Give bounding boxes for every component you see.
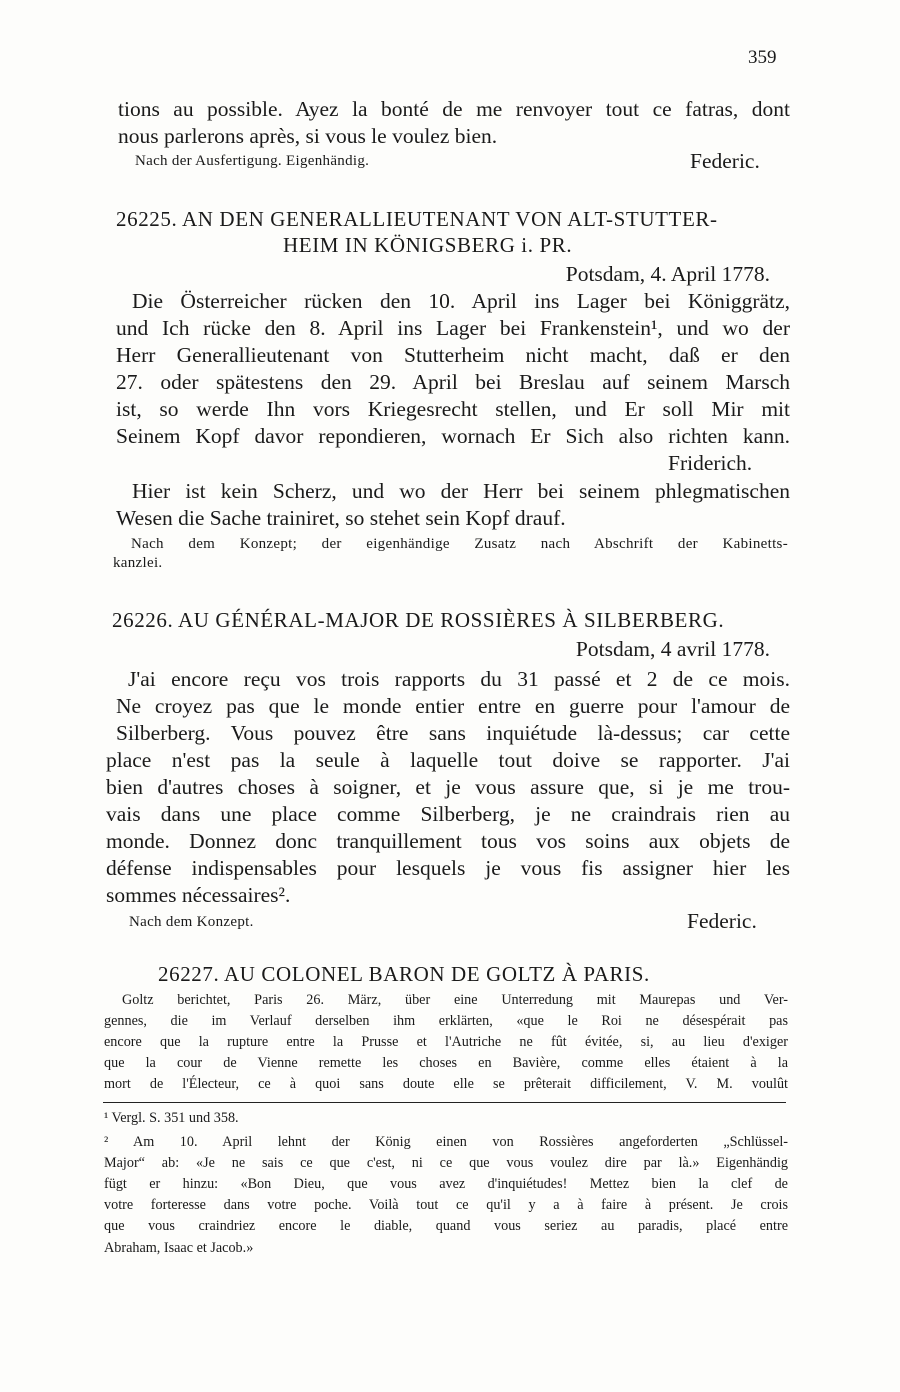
source-note: Nach der Ausfertigung. Eigenhändig.	[135, 153, 370, 169]
summary-line: que la cour de Vienne remette les choses en Bavière, comme elles étaient à la	[104, 1055, 788, 1071]
page-number: 359	[748, 47, 777, 68]
text-line: ist, so werde Ihn vors Kriegesrecht stellen, und Er soll Mir mit	[116, 397, 790, 421]
letter-heading: 26225. AN DEN GENERALLIEUTENANT VON ALT-STUTTER-	[116, 207, 718, 231]
text-line: Silberberg. Vous pouvez être sans inquiétude là-dessus; car cette	[116, 721, 790, 745]
text-line: Herr Generallieutenant von Stutterheim nicht macht, daß er den	[116, 343, 790, 367]
text-line: und Ich rücke den 8. April ins Lager bei Frankenstein¹, und wo der	[116, 316, 790, 340]
footnote: que vous craindriez encore le diable, quand vous seriez au paradis, placé entre	[104, 1218, 788, 1234]
text-line: J'ai encore reçu vos trois rapports du 31 passé et 2 de ce mois.	[128, 667, 790, 691]
text-line: Seinem Kopf davor repondieren, wornach Er Sich also richten kann.	[116, 424, 790, 448]
text-line: monde. Donnez donc tranquillement tous vos soins aux objets de	[106, 829, 790, 853]
source-note: Nach dem Konzept.	[129, 914, 254, 930]
text-line: sommes nécessaires².	[106, 883, 291, 907]
text-line: défense indispensables pour lesquels je vous fis assigner hier les	[106, 856, 790, 880]
text-line: Wesen die Sache trainiret, so stehet sein Kopf drauf.	[116, 506, 566, 530]
text-line: tions au possible. Ayez la bonté de me renvoyer tout ce fatras, dont	[118, 97, 790, 121]
footnote-rule	[103, 1102, 786, 1103]
letter-heading: 26226. AU GÉNÉRAL-MAJOR DE ROSSIÈRES À SILBERBERG.	[112, 608, 725, 632]
text-line: 27. oder spätestens den 29. April bei Breslau auf seinem Marsch	[116, 370, 790, 394]
text-line: place n'est pas la seule à laquelle tout doive se rapporter. J'ai	[106, 748, 790, 772]
dateline: Potsdam, 4 avril 1778.	[575, 637, 770, 661]
text-line: vais dans une place comme Silberberg, je ne craindrais rien au	[106, 802, 790, 826]
dateline: Potsdam, 4. April 1778.	[565, 262, 770, 286]
letter-heading: HEIM IN KÖNIGSBERG i. PR.	[283, 233, 573, 257]
text-line: Die Österreicher rücken den 10. April ins Lager bei Königgrätz,	[132, 289, 790, 313]
text-line: bien d'autres choses à soigner, et je vous assure que, si je me trou-	[106, 775, 790, 799]
source-note: Nach dem Konzept; der eigenhändige Zusatz nach Abschrift der Kabinetts-	[131, 536, 788, 552]
letter-heading: 26227. AU COLONEL BARON DE GOLTZ À PARIS.	[158, 962, 650, 986]
text-line: Hier ist kein Scherz, und wo der Herr bei seinem phlegmatischen	[132, 479, 790, 503]
text-line: nous parlerons après, si vous le voulez bien.	[118, 124, 498, 148]
signature: Federic.	[687, 909, 757, 933]
summary-line: mort de l'Électeur, ce à quoi sans doute elle se prêterait difficilement, V. M. voulût	[104, 1076, 788, 1092]
source-note: kanzlei.	[113, 555, 163, 571]
footnote: votre forteresse dans votre poche. Voilà tout ce qu'il y a à faire à présent. Je crois	[104, 1197, 788, 1213]
summary-line: gennes, die im Verlauf derselben ihm erklärten, «que le Roi ne désespérait pas	[104, 1013, 788, 1029]
summary-line: encore que la rupture entre la Prusse et l'Autriche ne fût évitée, si, au lieu d'exiger	[104, 1034, 788, 1050]
signature: Friderich.	[668, 451, 753, 475]
signature: Federic.	[690, 149, 760, 173]
footnote: fügt er hinzu: «Bon Dieu, que vous avez d'inquiétudes! Mettez bien la clef de	[104, 1176, 788, 1192]
footnote: Abraham, Isaac et Jacob.»	[104, 1240, 254, 1256]
footnote: ¹ Vergl. S. 351 und 358.	[104, 1110, 239, 1126]
footnote: ² Am 10. April lehnt der König einen von Rossières angeforderten „Schlüssel-	[104, 1134, 788, 1150]
text-line: Ne croyez pas que le monde entier entre en guerre pour l'amour de	[116, 694, 790, 718]
footnote: Major“ ab: «Je ne sais ce que c'est, ni ce que vous voulez dire par là.» Eigenhändig	[104, 1155, 788, 1171]
summary-line: Goltz berichtet, Paris 26. März, über eine Unterredung mit Maurepas und Ver-	[122, 992, 788, 1008]
